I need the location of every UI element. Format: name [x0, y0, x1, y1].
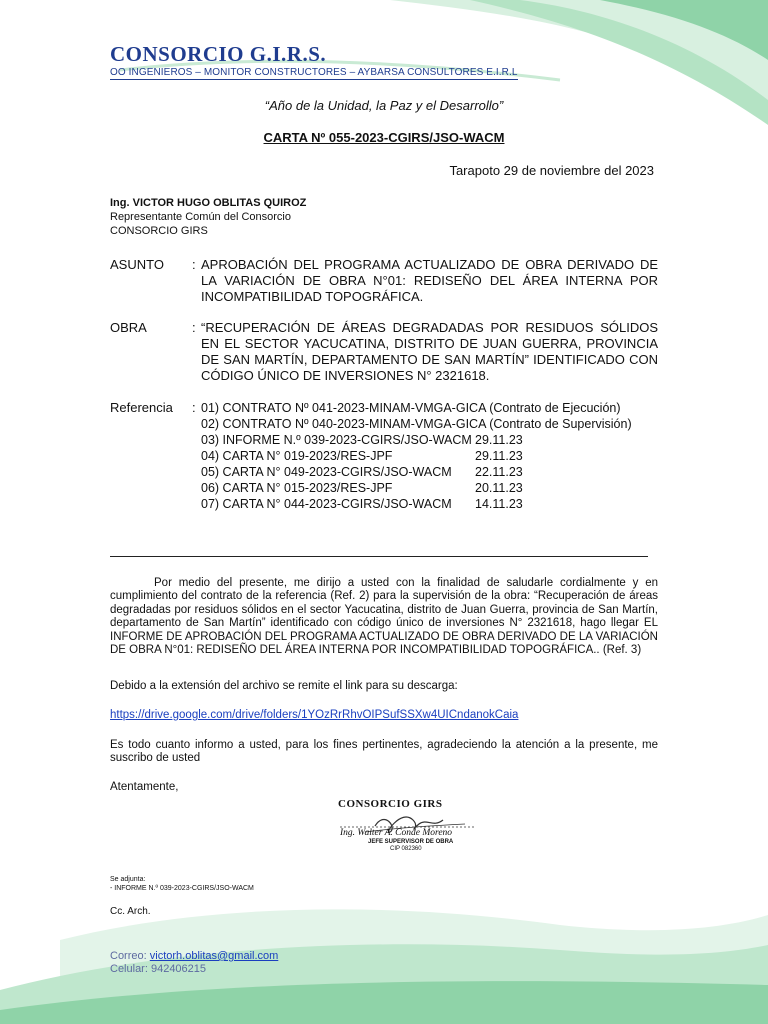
reference-item: 06) CARTA N° 015-2023/RES-JPF [201, 481, 393, 495]
recipient-name: Ing. VICTOR HUGO OBLITAS QUIROZ [110, 197, 307, 209]
referencia-colon: : [192, 400, 196, 415]
separator-line [110, 556, 648, 557]
attachment-label: Se adjunta: [110, 876, 146, 883]
reference-item: 04) CARTA N° 019-2023/RES-JPF [201, 449, 393, 463]
signer-role: JEFE SUPERVISOR DE OBRA [368, 839, 454, 845]
email-label: Correo: [110, 950, 147, 962]
body-paragraph: Es todo cuanto informo a usted, para los fines pertinentes, agradeciendo la atención a la presente, me suscribo de usted [110, 739, 658, 765]
reference-item: 02) CONTRATO Nº 040-2023-MINAM-VMGA-GICA (Contrato de Supervisión) [201, 417, 632, 431]
letter-number: CARTA Nº 055-2023-CGIRS/JSO-WACM [263, 130, 505, 145]
recipient-block [110, 196, 306, 238]
signer-name: Ing. Walter A. Conde Moreno [340, 828, 453, 838]
reference-item: 01) CONTRATO Nº 041-2023-MINAM-VMGA-GICA (Contrato de Ejecución) [201, 401, 621, 415]
obra-colon: : [192, 320, 196, 335]
closing-text: Atentamente, [110, 781, 179, 793]
reference-date: 22.11.23 [475, 465, 523, 479]
obra-label: OBRA [110, 320, 147, 335]
referencia-label: Referencia [110, 400, 173, 415]
contact-phone: Celular: 942406215 [110, 963, 207, 975]
signer-cip: CIP 082360 [390, 846, 422, 852]
recipient-org: CONSORCIO GIRS [110, 225, 208, 237]
reference-date: 14.11.23 [475, 497, 523, 511]
obra-text: “RECUPERACIÓN DE ÁREAS DEGRADADAS POR RESIDUOS SÓLIDOS EN EL SECTOR YACUCATINA, DISTRITO DE JUAN GUERRA, PROVINCIA DE SAN MARTÍN, DEPARTAMENTO DE SAN MARTÍN” IDENTIFICADO CON CÓDIGO ÚNICO DE INVERSIONES N° 2321618. [201, 320, 658, 383]
email-link[interactable]: victorh.oblitas@gmail.com [149, 950, 279, 962]
reference-item: 07) CARTA N° 044-2023-CGIRS/JSO-WACM [201, 497, 452, 511]
asunto-colon: : [192, 257, 196, 272]
reference-date: 20.11.23 [475, 481, 523, 495]
signature-org-stamp: CONSORCIO GIRS [338, 798, 443, 810]
cc-archive: Cc. Arch. [110, 906, 151, 917]
letter-date: Tarapoto 29 de noviembre del 2023 [449, 163, 654, 178]
consortium-members: OO INGENIEROS – MONITOR CONSTRUCTORES – AYBARSA CONSULTORES E.I.R.L [110, 67, 518, 78]
recipient-role: Representante Común del Consorcio [110, 211, 291, 223]
reference-item: 03) INFORME N.º 039-2023-CGIRS/JSO-WACM [201, 433, 472, 447]
body-paragraph: Debido a la extensión del archivo se remite el link para su descarga: [110, 680, 458, 692]
contact-email-line [110, 950, 278, 962]
attachment-item: - INFORME N.º 039-2023-CGIRS/JSO-WACM [110, 885, 254, 892]
body-paragraph: Por medio del presente, me dirijo a usted con la finalidad de saludarle cordialmente y en cumplimiento del contrato de la referencia (Ref. 2) para la supervisión de la obra: “Recuperación de áreas degradadas por residuos sólidos en el sector Yacucatina, distrito de Juan Guerra, provincia de San Martín, departamento de San Martín” identificado con código único de inversiones N° 2321618, hago llegar EL INFORME DE APROBACIÓN DEL PROGRAMA ACTUALIZADO DE OBRA DERIVADO DE LA VARIACIÓN DE OBRA N°01: REDISEÑO DEL ÁREA INTERNA POR INCOMPATIBILIDAD TOPOGRÁFICA.. (Ref. 3) [110, 577, 658, 657]
download-link[interactable]: https://drive.google.com/drive/folders/1YOzRrRhvOIPSufSSXw4UICndanokCaia [110, 709, 519, 721]
year-motto: “Año de la Unidad, la Paz y el Desarrollo” [264, 98, 504, 113]
reference-date: 29.11.23 [475, 449, 523, 463]
brand-name: CONSORCIO G.I.R.S. [110, 42, 327, 66]
reference-item: 05) CARTA N° 049-2023-CGIRS/JSO-WACM [201, 465, 452, 479]
asunto-label: ASUNTO [110, 257, 164, 272]
reference-date: 29.11.23 [475, 433, 523, 447]
asunto-text: APROBACIÓN DEL PROGRAMA ACTUALIZADO DE OBRA DERIVADO DE LA VARIACIÓN DE OBRA N°01: REDISEÑO DEL ÁREA INTERNA POR INCOMPATIBILIDAD TOPOGRÁFICA. [201, 257, 658, 304]
